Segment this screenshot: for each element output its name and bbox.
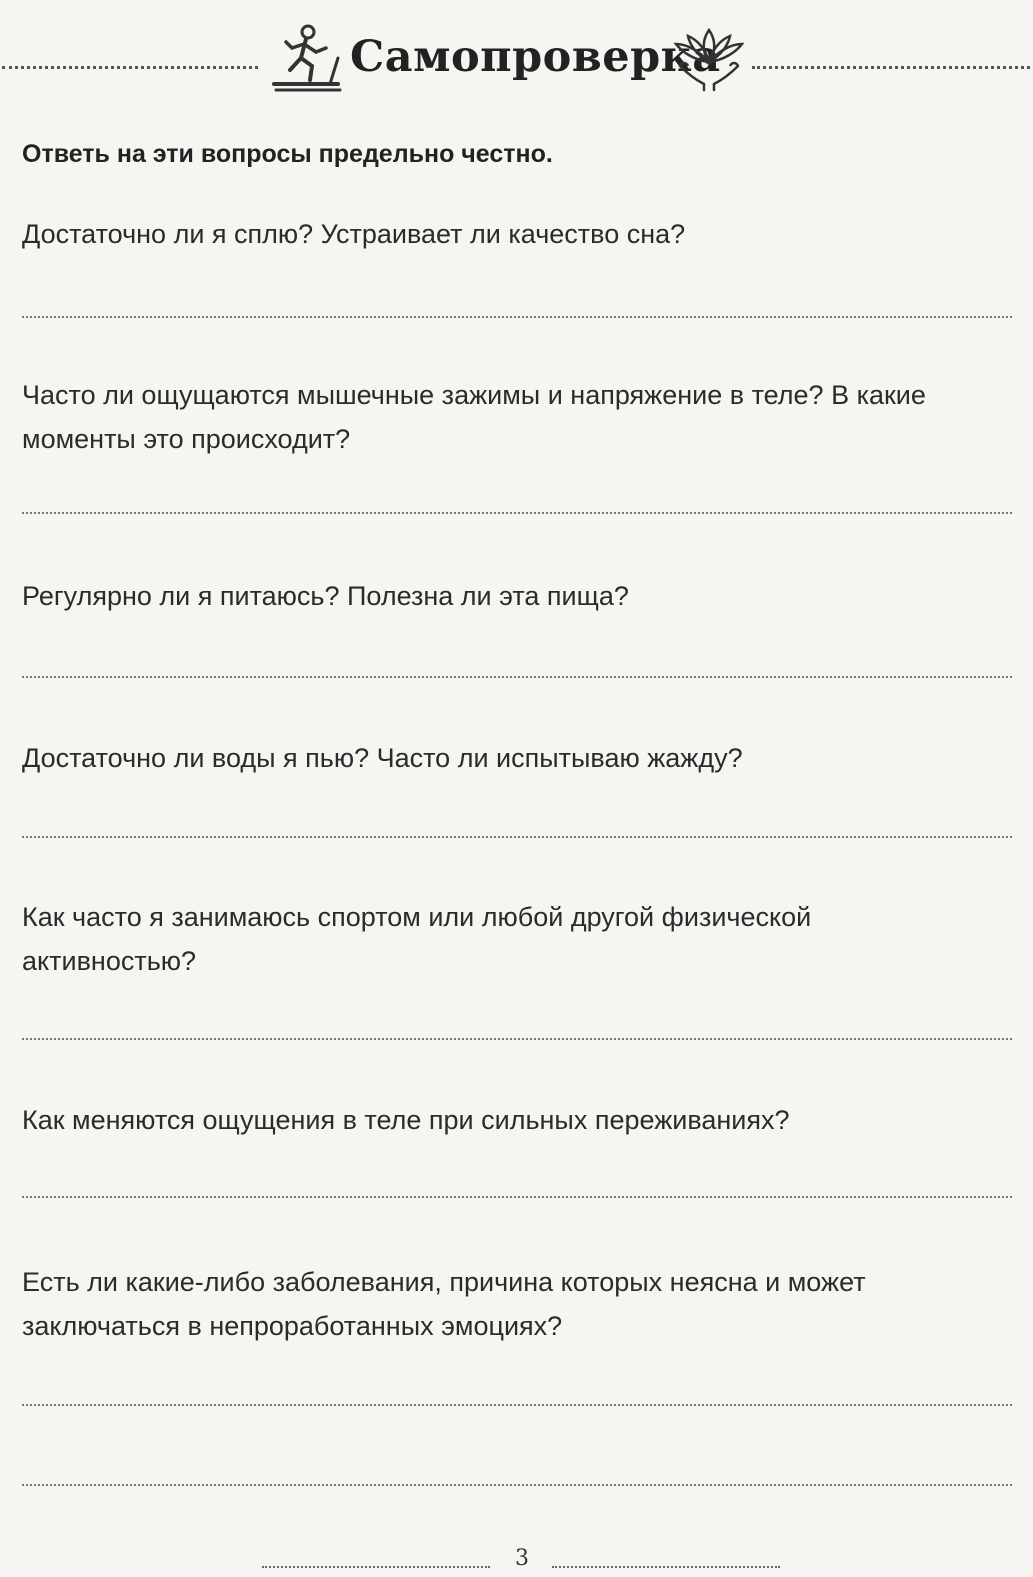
lotus-icon <box>668 22 750 94</box>
footer-dotted-rule-right <box>552 1566 780 1568</box>
question-text: Есть ли какие-либо заболевания, причина которых неясна и может заключаться в непроработанных эмоциях? <box>22 1267 866 1341</box>
header-dotted-rule-right <box>752 66 1030 69</box>
answer-line[interactable] <box>22 512 1012 514</box>
question-text: Часто ли ощущаются мышечные зажимы и напряжение в теле? В какие моменты это происходит? <box>22 380 926 454</box>
answer-line[interactable] <box>22 316 1012 318</box>
answer-line[interactable] <box>22 676 1012 678</box>
question-text: Достаточно ли воды я пью? Часто ли испытываю жажду? <box>22 743 743 773</box>
answer-line[interactable] <box>22 836 1012 838</box>
answer-line[interactable] <box>22 1404 1012 1406</box>
question-text: Регулярно ли я питаюсь? Полезна ли эта пища? <box>22 581 629 611</box>
answer-line[interactable] <box>22 1196 1012 1198</box>
instruction-text: Ответь на эти вопросы предельно честно. <box>22 140 553 168</box>
page-header <box>0 22 1033 102</box>
answer-line[interactable] <box>22 1038 1012 1040</box>
answer-line[interactable] <box>22 1484 1012 1486</box>
footer-dotted-rule-left <box>262 1566 490 1568</box>
question-text: Достаточно ли я сплю? Устраивает ли качество сна? <box>22 219 686 249</box>
page-number: 3 <box>515 1546 529 1571</box>
question-text: Как меняются ощущения в теле при сильных переживаниях? <box>22 1105 790 1135</box>
runner-icon <box>268 22 344 94</box>
header-dotted-rule-left <box>2 66 258 69</box>
page-title: Самопроверка <box>350 32 721 82</box>
question-text: Как часто я занимаюсь спортом или любой другой физической активностью? <box>22 902 812 976</box>
